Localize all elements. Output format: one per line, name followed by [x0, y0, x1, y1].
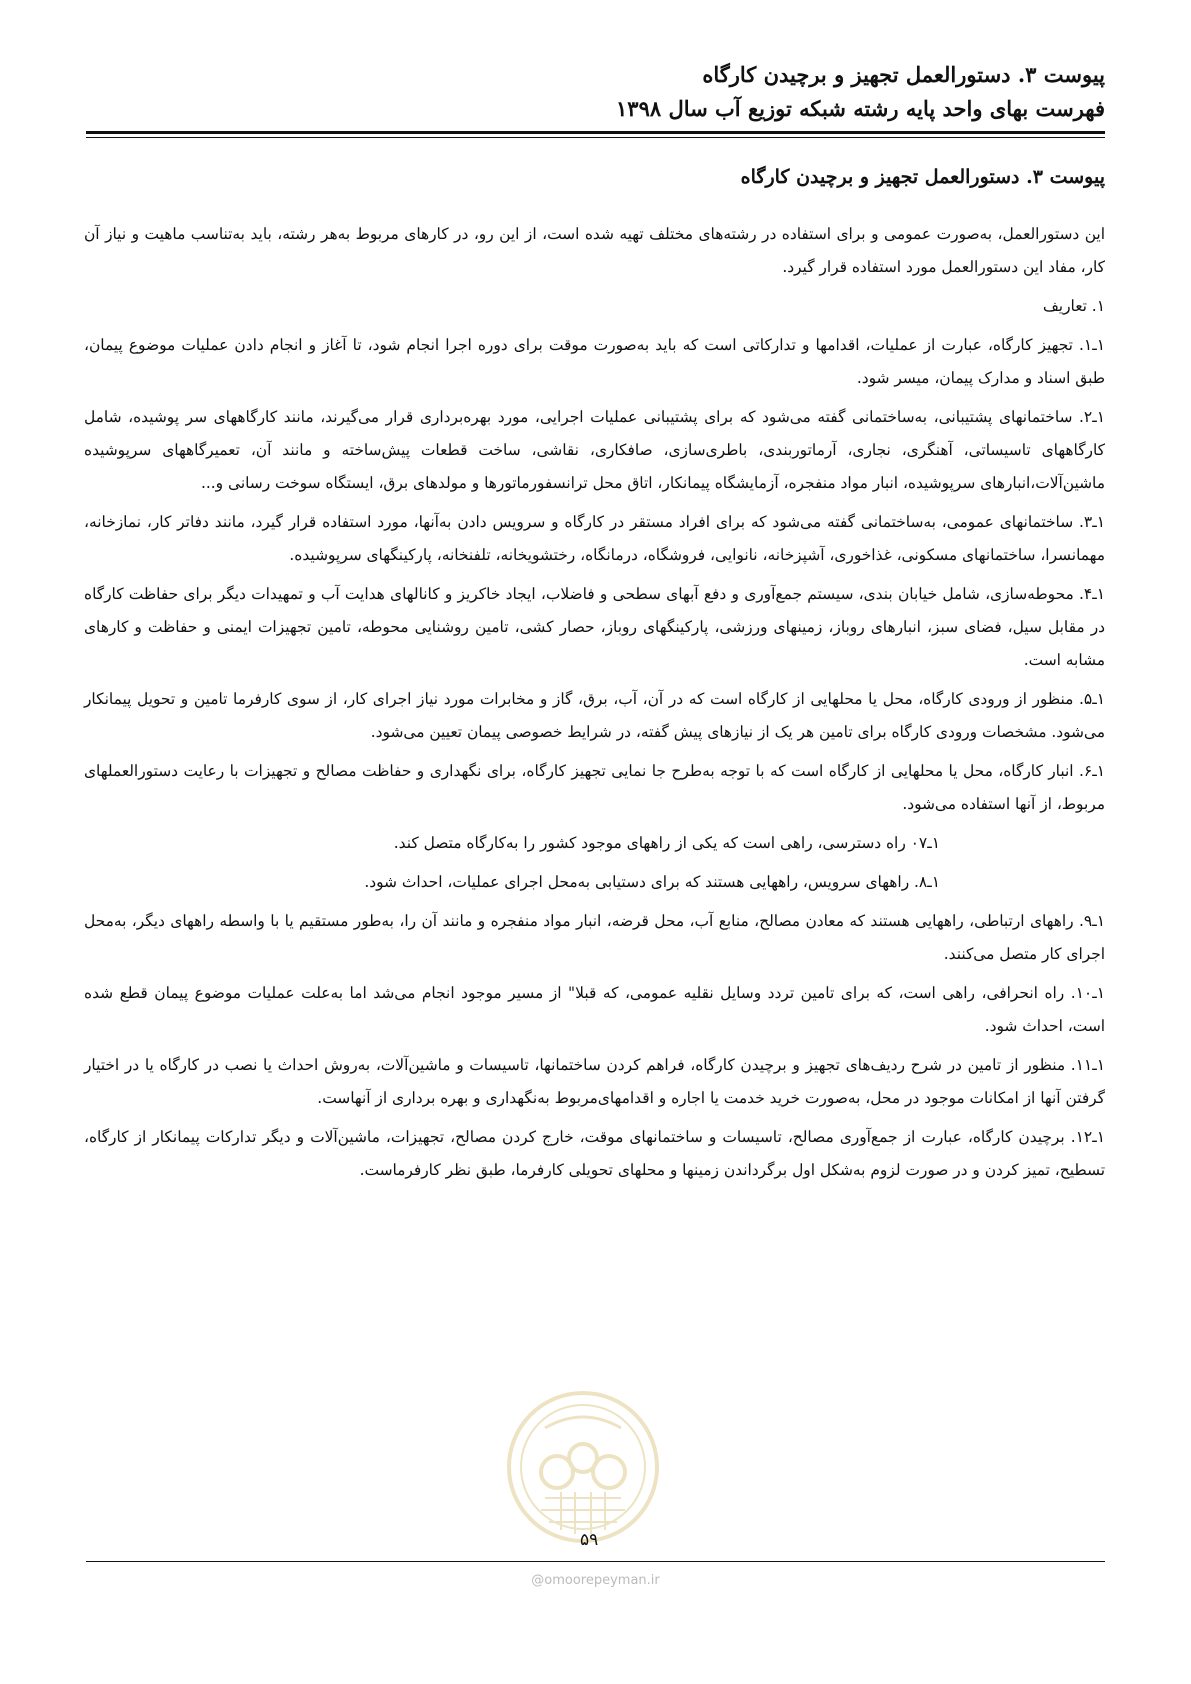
header-rule-thin [86, 137, 1105, 138]
definition-1-4: ۱ـ۴. محوطه‌سازی، شامل خیابان بندی، سیستم جمع‌آوری و دفع آبهای سطحی و فاضلاب، ایجاد خاکریز و کانالهای هدایت آب و تمهیدات دیگر برای حفاظت کارگاه در مقابل سیل، فضای سبز، انبارهای روباز، زمینهای ورزشی، پارکینگهای روباز، حصار کشی، تامین روشنایی محوطه، تامین تجهیزات ایمنی و حفاظت و کارهای مشابه است. [84, 585, 1105, 669]
header-line-1: پیوست ۳. دستورالعمل تجهیز و برچیدن کارگاه [702, 62, 1105, 87]
definition-1-12: ۱ـ۱۲. برچیدن کارگاه، عبارت از جمع‌آوری مصالح، تاسیسات و ساختمانهای موقت، خارج کردن مصالح، تجهیزات، ماشین‌آلات و دیگر تدارکات پیمانکار از کارگاه، تسطیح، تمیز کردن و در صورت لزوم به‌شکل اول برگرداندن زمینها و محلهای تحویلی کارفرما، طبق نظر کارفرماست. [84, 1128, 1105, 1179]
definition-1-6: ۱ـ۶. انبار کارگاه، محل یا محلهایی از کارگاه است که با توجه به‌طرح جا نمایی تجهیز کارگاه، برای نگهداری و حفاظت مصالح و تجهیزات با رعایت دستورالعملهای مربوط، از آنها استفاده می‌شود. [84, 762, 1105, 813]
header-line-2: فهرست بهای واحد پایه رشته شبکه توزیع آب سال ۱۳۹۸ [616, 96, 1105, 121]
definitions-heading: ۱. تعاریف [1042, 297, 1105, 315]
definition-1-11: ۱ـ۱۱. منظور از تامین در شرح ردیف‌های تجهیز و برچیدن کارگاه، فراهم کردن ساختمانها، تاسیسات و ماشین‌آلات، به‌روش احداث یا نصب در کارگاه یا در اختیار گرفتن آنها از امکانات موجود در محل، به‌صورت خرید خدمت یا اجاره و اقدامهای‌مربوط به‌نگهداری و بهره برداری از آنهاست. [84, 1056, 1105, 1107]
definition-1-9: ۱ـ۹. راههای ارتباطی، راههایی هستند که معادن مصالح، منابع آب، محل قرضه، انبار مواد منفجره و مانند آن را، به‌طور مستقیم یا با واسطه راههای دیگر، به‌محل اجرای کار متصل می‌کنند. [84, 912, 1105, 963]
footer-rule [86, 1561, 1105, 1562]
definition-1-3: ۱ـ۳. ساختمانهای عمومی، به‌ساختمانی گفته می‌شود که برای افراد مستقر در کارگاه و سرویس دادن به‌آنها، مورد استفاده قرار گیرد، مانند دفاتر کار، نمازخانه، مهمانسرا، ساختمانهای مسکونی، غذاخوری، آشپزخانه، نانوایی، فروشگاه، درمانگاه، رختشویخانه، تلفنخانه، پارکینگهای سرپوشیده. [84, 513, 1105, 564]
seal-watermark-icon [505, 1388, 661, 1546]
definition-1-5: ۱ـ۵. منظور از ورودی کارگاه، محل یا محلهایی از کارگاه است که در آن، آب، برق، گاز و مخابرات مورد نیاز اجرای کار، از سوی کارفرما تامین و تحویل پیمانکار می‌شود. مشخصات ورودی کارگاه برای تامین هر یک از نیازهای پیش گفته، در شرایط خصوصی پیمان تعیین می‌شود. [84, 690, 1105, 741]
definition-1-1: ۱ـ۱. تجهیز کارگاه، عبارت از عملیات، اقدامها و تدارکاتی است که باید به‌صورت موقت برای دوره اجرا انجام شود، تا آغاز و انجام دادن عملیات موضوع پیمان، طبق اسناد و مدارک پیمان، میسر شود. [84, 336, 1105, 387]
running-header [85, 58, 1105, 126]
header-rule-thick [86, 131, 1105, 134]
intro-paragraph: این دستورالعمل، به‌صورت عمومی و برای استفاده در رشته‌های مختلف تهیه شده است، از این رو، در کارهای مربوط به‌هر رشته، باید به‌تناسب ماهیت و نیاز آن کار، مفاد این دستورالعمل مورد استفاده قرار گیرد. [84, 225, 1105, 276]
section-title: پیوست ۳. دستورالعمل تجهیز و برچیدن کارگاه [740, 166, 1105, 188]
footer-url: @omoorepeyman.ir [531, 1573, 660, 1588]
definition-1-7: ۱ـ۰۷ راه دسترسی، راهی است که یکی از راههای موجود کشور را به‌کارگاه متصل کند. [393, 834, 940, 852]
definition-1-2: ۱ـ۲. ساختمانهای پشتیبانی، به‌ساختمانی گفته می‌شود که برای پشتیبانی عملیات اجرایی، مورد بهره‌برداری قرار می‌گیرند، مانند کارگاههای سر پوشیده، شامل کارگاههای تاسیساتی، آهنگری، نجاری، آرماتوربندی، باطری‌سازی، صافکاری، نقاشی، ساخت قطعات پیش‌ساخته و مانند آن، تعمیرگاههای سرپوشیده ماشین‌آلات،انبارهای سرپوشیده، انبار مواد منفجره، آزمایشگاه پیمانکار، اتاق محل ترانسفورماتورها و مولدهای برق، ایستگاه سوخت رسانی و... [84, 408, 1105, 492]
body-text [84, 218, 1105, 1193]
definition-1-10: ۱ـ۱۰. راه انحرافی، راهی است، که برای تامین تردد وسایل نقلیه عمومی، که قبلا" از مسیر موجود انجام می‌شد اما به‌علت عملیات موضوع پیمان قطع شده است، احداث شود. [84, 984, 1105, 1035]
page-number: ۵۹ [580, 1530, 599, 1550]
definition-1-8: ۱ـ۸. راههای سرویس، راههایی هستند که برای دستیابی به‌محل اجرای عملیات، احداث شود. [364, 873, 940, 891]
